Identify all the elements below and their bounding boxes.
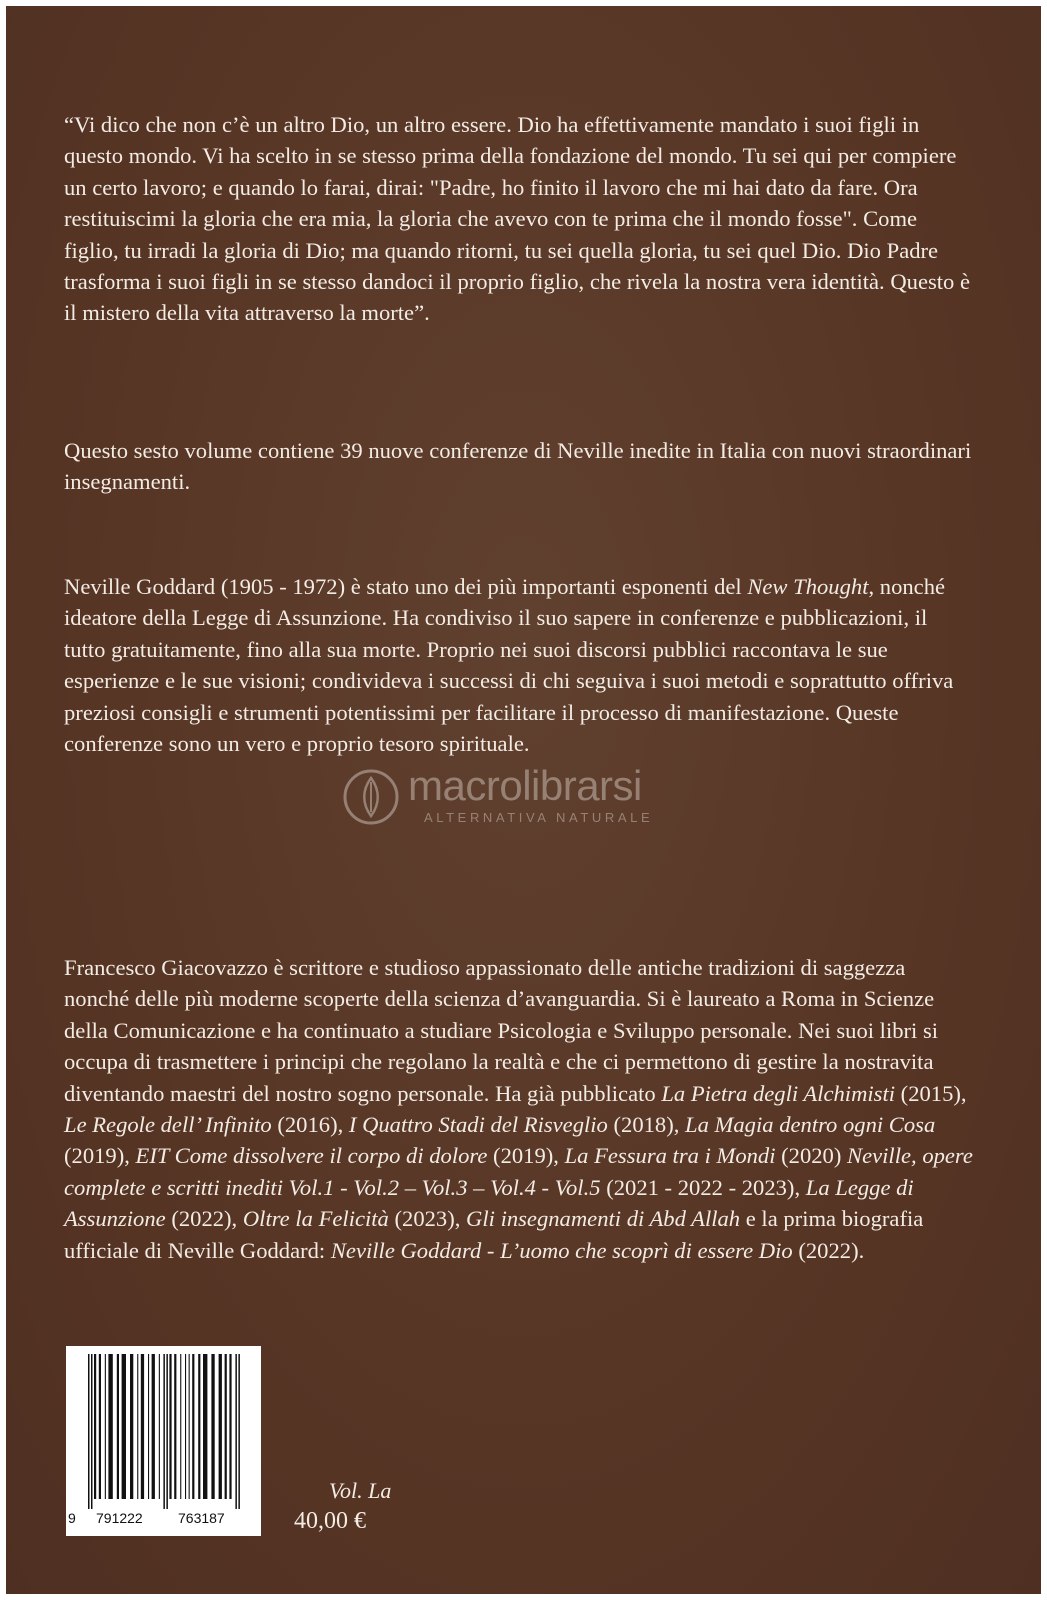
barcode-bar (238, 1354, 240, 1509)
barcode-bar (94, 1354, 96, 1499)
book-title: Neville, opere complete e scritti inediti Vol.1 - Vol.2 – Vol.3 – Vol.4 - Vol.5 (64, 1143, 973, 1200)
book-title: Oltre la Felicità (242, 1206, 389, 1232)
barcode-bar (163, 1354, 165, 1509)
barcode-bar (229, 1354, 231, 1499)
neville-bio (64, 571, 974, 759)
book-year: (2018), (607, 1112, 686, 1138)
book-year: (2022). (792, 1237, 865, 1263)
barcode-bar (99, 1354, 101, 1499)
barcode-bar (117, 1354, 119, 1499)
barcode-bar (122, 1354, 126, 1499)
barcode-bar (166, 1354, 168, 1509)
barcode-bar (219, 1354, 222, 1499)
barcode-bar (91, 1354, 93, 1509)
price-label: 40,00 € (294, 1508, 366, 1534)
book-year: (2015), (895, 1080, 967, 1106)
barcode-bar (203, 1354, 207, 1499)
book-year: (2016), (271, 1112, 349, 1138)
barcode-group-1: 791222 (96, 1510, 143, 1526)
macrolibrarsi-watermark (324, 762, 744, 838)
book-title: Neville Goddard - L’uomo che scoprì di essere Dio (330, 1237, 793, 1263)
book-title: EIT Come dissolvere il corpo di dolore (135, 1143, 488, 1169)
barcode-bar (141, 1354, 144, 1499)
barcode-bar (108, 1354, 112, 1499)
barcode-bar (148, 1354, 149, 1499)
barcode-bar (235, 1354, 237, 1509)
book-year: (2021 - 2022 - 2023), (600, 1174, 806, 1200)
book-year: (2023), (388, 1206, 467, 1232)
barcode-bar (88, 1354, 90, 1509)
bio-text-1: Neville Goddard (1905 - 1972) è stato uno dei più importanti esponenti del (64, 574, 748, 599)
barcode-first-digit: 9 (68, 1510, 76, 1526)
barcode-group-2: 763187 (178, 1510, 225, 1526)
author-intro: Francesco Giacovazzo è scrittore e studioso appassionato delle antiche tradizioni di saggezza nonché delle più moderne scoperte della scienza d’avanguardia. Si è laureato a Roma in Scienze della Comunicazione e ha continuato a studiare Psicologia e Sviluppo personale. Nei suoi libri si occupa di trasmettere i principi che regolano la realtà e che ci permettono di gestire la nostravita diventando maestri del nostro sogno personale. Ha già pubblicato (64, 955, 939, 1106)
watermark-logo-icon (342, 768, 400, 826)
barcode-bar (225, 1354, 227, 1499)
book-year: (2019), (487, 1143, 565, 1169)
quote-paragraph: “Vi dico che non c’è un altro Dio, un altro essere. Dio ha effettivamente mandato i suoi figli in questo mondo. Vi ha scelto in se stesso prima della fondazione del mondo. Tu sei qui per compiere un certo lavoro; e quando lo farai, dirai: "Padre, ho finito il lavoro che mi hai dato da fare. Ora restituiscimi la gloria che era mia, la gloria che avevo con te prima che il mondo fosse". Come figlio, tu irradi la gloria di Dio; ma quando ritorni, tu sei quella gloria, tu sei quel Dio. Dio Padre trasforma i suoi figli in se stesso dandoci il proprio figlio, che rivela la nostra vera identità. Questo è il mistero della vita attraverso la morte”. (64, 112, 971, 326)
book-title: La Legge di Assunzione (64, 1174, 914, 1232)
book-title: La Fessura tra i Mondi (564, 1143, 776, 1169)
watermark-tagline: ALTERNATIVA NATURALE (424, 810, 654, 825)
book-year: e la prima biografia ufficiale di Neville Goddard: (64, 1206, 924, 1263)
volume-note: Questo sesto volume contiene 39 nuove conferenze di Neville inedite in Italia con nuovi straordinari insegnamenti. (64, 438, 972, 495)
barcode-bar (198, 1354, 200, 1499)
barcode-bar (174, 1354, 176, 1499)
barcode-bar (189, 1354, 190, 1499)
book-year: (2019), (64, 1143, 136, 1169)
barcode-bar (180, 1354, 181, 1499)
book-title: La Pietra degli Alchimisti (661, 1080, 896, 1106)
bio-text-2: , nonché ideatore della Legge di Assunzione. Ha condiviso il suo sapere in conferenze e pubblicazioni, il tutto gratuitamente, fino alla sua morte. Proprio nei suoi discorsi pubblici raccontava le sue esperienze e le sue visioni; condivideva i successi di chi seguiva i suoi metodi e soprattutto offriva preziosi consigli e strumenti potentissimi per facilitare il processo di manifestazione. Queste conferenze sono un vero e proprio tesoro spirituale. (64, 574, 954, 757)
book-year: (2022), (165, 1206, 243, 1232)
volume-label: Vol. La (329, 1478, 392, 1503)
book-title: I Quattro Stadi del Risveglio (348, 1112, 608, 1138)
watermark-name: macrolibrarsi (408, 762, 642, 809)
barcode-bar (105, 1354, 106, 1499)
barcode-bar (192, 1354, 194, 1499)
barcode-bar (159, 1354, 160, 1499)
barcode-bar (211, 1354, 214, 1499)
book-title: La Magia dentro ogni Cosa (685, 1112, 936, 1138)
isbn-barcode (66, 1346, 261, 1536)
barcode-bar (130, 1354, 133, 1499)
bio-italic-new-thought: New Thought (747, 574, 869, 599)
barcode-bar (152, 1354, 155, 1499)
book-back-cover (6, 6, 1041, 1594)
barcode-bars (80, 1354, 250, 1509)
barcode-bar (169, 1354, 171, 1499)
barcode-bar (185, 1354, 186, 1499)
author-bio (64, 952, 974, 1266)
book-title: Gli insegnamenti di Abd Allah (466, 1206, 741, 1232)
book-title: Le Regole dell’ Infinito (64, 1112, 272, 1138)
book-year: (2020) (775, 1143, 848, 1169)
barcode-bar (137, 1354, 138, 1499)
